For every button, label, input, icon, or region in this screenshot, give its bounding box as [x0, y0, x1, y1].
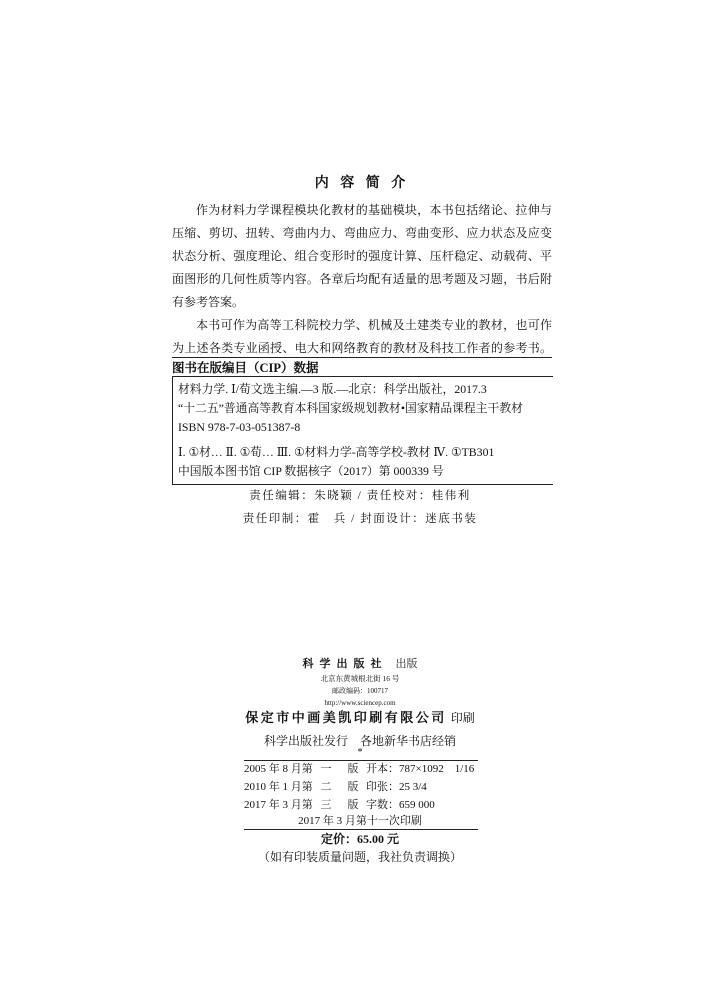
printing-info: 2017 年 3 月第十一次印刷: [298, 815, 422, 827]
edition-row: [244, 761, 484, 777]
publisher-logo: 科学出版社: [302, 658, 388, 670]
separator-star: *: [357, 747, 363, 758]
intro-paragraph-2: [172, 314, 552, 360]
edition-spec: 开本：787×1092 1/16: [366, 763, 475, 775]
credits-line-1: 责任编辑：朱晓颖 / 责任校对：桂伟利: [249, 490, 471, 502]
intro-line: 本书可作为高等工科院校力学、机械及土建类专业的教材，也可作: [196, 317, 552, 332]
edition-date: 2010 年 1 月第: [244, 781, 313, 793]
edition-row: [244, 779, 484, 795]
edition-unit: 版: [347, 763, 359, 775]
publisher-action: 出版: [395, 658, 418, 670]
cip-bibliographic: 材料力学. Ⅰ/荀文选主编.—3 版.—北京：科学出版社，2017.3: [178, 382, 487, 396]
intro-line: 状态分析、强度理论、组合变形时的强度计算、压杆稳定、动载荷、平: [172, 248, 552, 263]
intro-body: [172, 199, 552, 360]
edition-unit: 版: [347, 799, 359, 811]
cip-record: 中国版本图书馆 CIP 数据核字（2017）第 000339 号: [178, 464, 444, 478]
intro-title: 内 容 简 介: [314, 176, 410, 191]
intro-paragraph-1: [172, 199, 552, 314]
edition-date: 2017 年 3 月第: [244, 799, 313, 811]
edition-row: [244, 797, 484, 813]
edition-spec: 印张：25 3/4: [366, 781, 427, 793]
publisher-postcode: 邮政编码：100717: [332, 687, 388, 695]
edition-unit: 版: [347, 781, 359, 793]
edition-number: 三: [320, 799, 332, 811]
edition-number: 一: [320, 763, 332, 775]
edition-spec: 字数：659 000: [366, 799, 435, 811]
printer-line: [0, 710, 720, 726]
publisher-address: 北京东黄城根北街 16 号: [320, 674, 400, 683]
cip-series: “十二五”普通高等教育本科国家级规划教材•国家精品课程主干教材: [178, 401, 523, 415]
edition-date: 2005 年 8 月第: [244, 763, 313, 775]
printer-action: 印刷: [450, 711, 475, 725]
cip-isbn: ISBN 978-7-03-051387-8: [178, 420, 301, 434]
cip-box: [172, 376, 553, 485]
intro-line: 为上述各类专业函授、电大和网络教育的教材及科技工作者的参考书。: [172, 340, 552, 355]
intro-line: 作为材料力学课程模块化教材的基础模块，本书包括绪论、拉伸与: [196, 202, 552, 217]
distribution: 科学出版社发行 各地新华书店经销: [263, 734, 456, 748]
cip-heading: 图书在版编目（CIP）数据: [172, 361, 319, 375]
divider: [244, 829, 478, 830]
publisher-url: http://www.sciencep.com: [324, 698, 396, 707]
edition-number: 二: [320, 781, 332, 793]
divider: [172, 357, 552, 358]
quality-notice: （如有印装质量问题，我社负责调换）: [257, 850, 462, 864]
cip-classification: Ⅰ. ①材… Ⅱ. ①荀… Ⅲ. ①材料力学-高等学校-教材 Ⅳ. ①TB301: [178, 445, 495, 459]
intro-line: 有参考答案。: [172, 294, 245, 309]
credits-line-2: 责任印制：霍 兵 / 封面设计：迷底书装: [242, 513, 478, 525]
intro-line: 压缩、剪切、扭转、弯曲内力、弯曲应力、弯曲变形、应力状态及应变: [172, 225, 552, 240]
publisher-line: [0, 656, 720, 672]
price: 定价：65.00 元: [320, 832, 399, 846]
printer-name: 保定市中画美凯印刷有限公司: [245, 710, 447, 725]
intro-line: 面图形的几何性质等内容。各章后均配有适量的思考题及习题，书后附: [172, 271, 552, 286]
